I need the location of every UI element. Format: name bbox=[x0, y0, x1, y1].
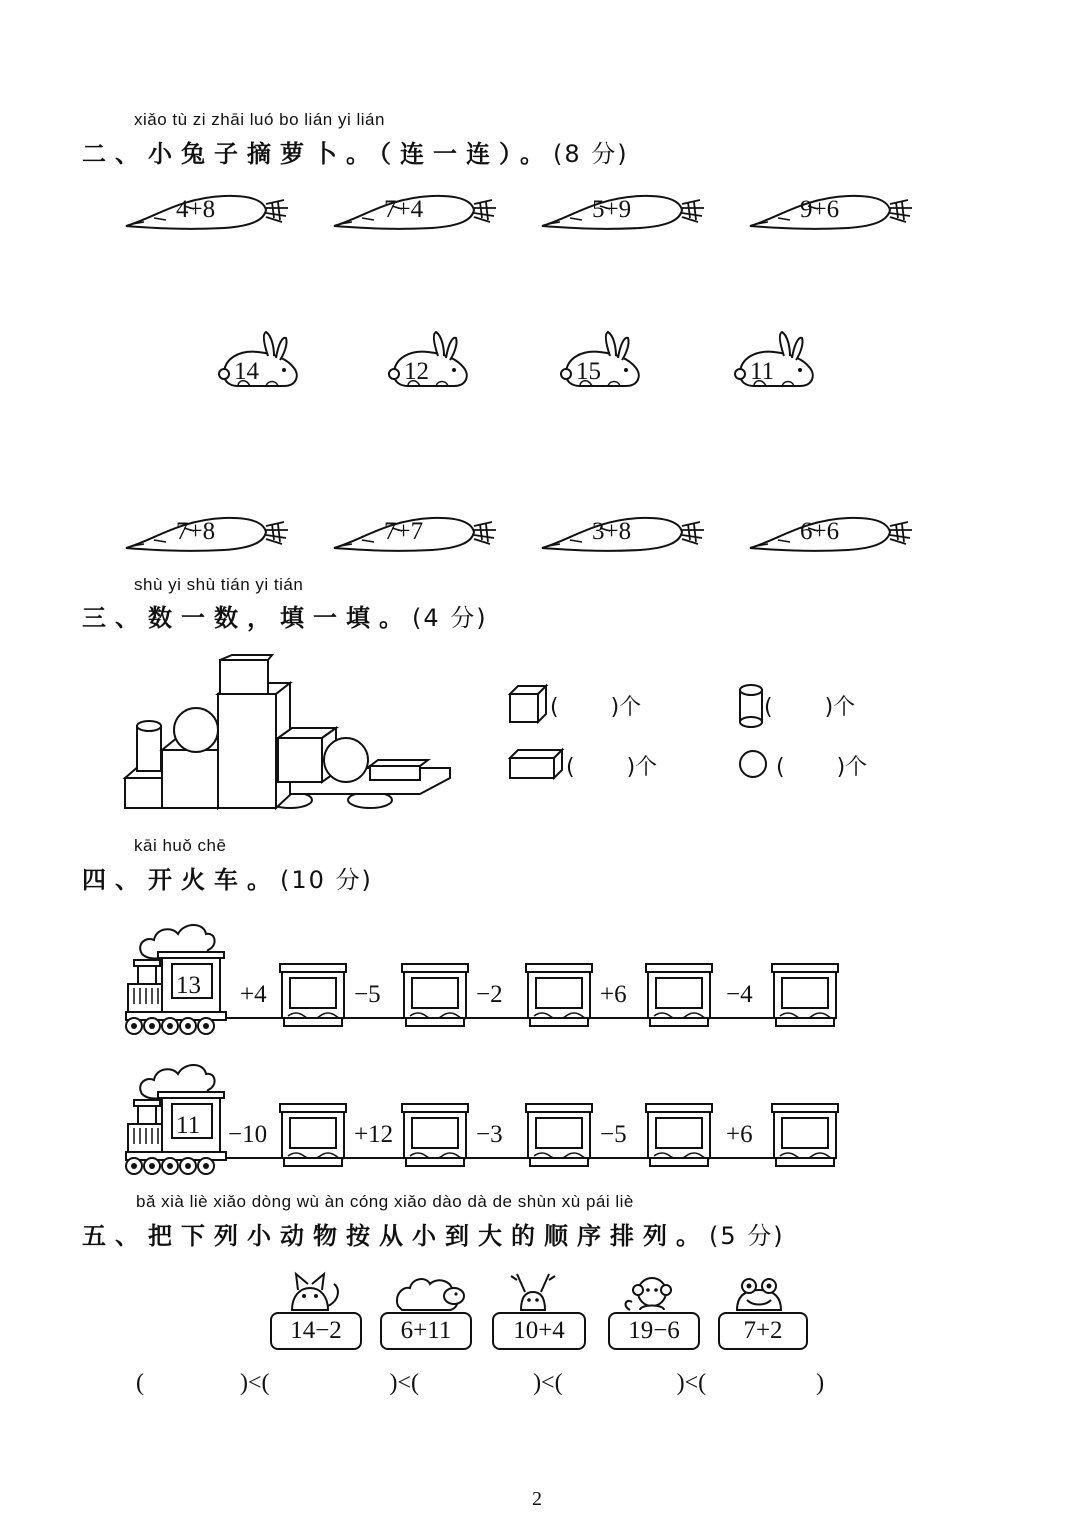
answer-box[interactable] bbox=[290, 978, 336, 1008]
train-operation: −5 bbox=[354, 981, 381, 1008]
section2-score: (8 分) bbox=[553, 140, 629, 168]
train-operation: −4 bbox=[726, 981, 753, 1008]
answer-box[interactable] bbox=[536, 978, 582, 1008]
deer-icon bbox=[507, 1266, 577, 1314]
count-sphere[interactable]: ( )个 bbox=[776, 755, 868, 780]
sheep-icon bbox=[394, 1266, 464, 1314]
carrot-expression: 3+8 bbox=[592, 518, 632, 545]
answer-box[interactable] bbox=[536, 1118, 582, 1148]
page-number: 2 bbox=[532, 1488, 542, 1510]
train-operation: +6 bbox=[600, 981, 627, 1008]
carrot-expression: 6+6 bbox=[800, 518, 840, 545]
section5-title-text: 五、把下列小动物按从小到大的顺序排列。 bbox=[82, 1222, 709, 1250]
monkey-icon bbox=[622, 1266, 692, 1314]
train-operation: +6 bbox=[726, 1121, 753, 1148]
section4-pinyin: kāi huǒ chē bbox=[134, 836, 227, 855]
train-operation: +4 bbox=[240, 981, 267, 1008]
rabbit-number: 14 bbox=[234, 358, 259, 385]
count-cube[interactable]: ( )个 bbox=[550, 695, 642, 720]
section5-score: (5 分) bbox=[709, 1222, 785, 1250]
count-cuboid[interactable]: ( )个 bbox=[566, 755, 658, 780]
fox-icon bbox=[284, 1266, 354, 1314]
section2-pinyin: xiǎo tù zi zhāi luó bo lián yi lián bbox=[134, 110, 385, 129]
rabbit-number: 11 bbox=[750, 358, 775, 385]
train-start-number: 11 bbox=[176, 1112, 201, 1139]
train-operation: −2 bbox=[476, 981, 503, 1008]
section4-title-text: 四、开火车。 bbox=[82, 866, 280, 894]
carrot-expression: 7+4 bbox=[384, 196, 424, 223]
rabbit-number: 15 bbox=[576, 358, 601, 385]
section3-score: (4 分) bbox=[412, 604, 488, 632]
answer-box[interactable] bbox=[782, 978, 828, 1008]
section4-title bbox=[82, 860, 373, 895]
section3-pinyin: shù yi shù tián yi tián bbox=[134, 575, 304, 594]
animal-expression-box: 14−2 bbox=[270, 1312, 362, 1350]
section5-pinyin: bǎ xià liè xiǎo dòng wù àn cóng xiǎo dào dà de shùn xù pái liè bbox=[136, 1192, 634, 1211]
train-operation: −10 bbox=[228, 1121, 268, 1148]
train-1-drawing bbox=[120, 912, 880, 1042]
section2-title-text: 二、小兔子摘萝卜。（连一连）。 bbox=[82, 140, 553, 168]
train-2-drawing bbox=[120, 1052, 880, 1182]
train-start-number: 13 bbox=[176, 972, 201, 999]
train-operation: +12 bbox=[354, 1121, 394, 1148]
answer-box[interactable] bbox=[412, 1118, 458, 1148]
train-operation: −3 bbox=[476, 1121, 503, 1148]
section3-title-text: 三、数一数，填一填。 bbox=[82, 604, 412, 632]
count-cylinder[interactable]: ( )个 bbox=[764, 695, 856, 720]
order-row[interactable]: ( )<( )<( )<( )<( ) bbox=[136, 1370, 825, 1396]
section4-score: (10 分) bbox=[280, 866, 373, 894]
answer-box[interactable] bbox=[290, 1118, 336, 1148]
train-operation: −5 bbox=[600, 1121, 627, 1148]
answer-box[interactable] bbox=[412, 978, 458, 1008]
rabbit-number: 12 bbox=[404, 358, 429, 385]
animal-expression-box: 19−6 bbox=[608, 1312, 700, 1350]
animal-expression-box: 10+4 bbox=[492, 1312, 586, 1350]
carrot-expression: 7+7 bbox=[384, 518, 424, 545]
carrot-expression: 7+8 bbox=[176, 518, 216, 545]
frog-icon bbox=[731, 1266, 801, 1314]
carrot-expression: 4+8 bbox=[176, 196, 216, 223]
animal-expression-box: 6+11 bbox=[380, 1312, 472, 1350]
answer-box[interactable] bbox=[656, 1118, 702, 1148]
answer-box[interactable] bbox=[656, 978, 702, 1008]
animal-expression-box: 7+2 bbox=[718, 1312, 808, 1350]
section5-title bbox=[82, 1216, 785, 1251]
carrot-expression: 5+9 bbox=[592, 196, 632, 223]
carrot-expression: 9+6 bbox=[800, 196, 840, 223]
answer-box[interactable] bbox=[782, 1118, 828, 1148]
